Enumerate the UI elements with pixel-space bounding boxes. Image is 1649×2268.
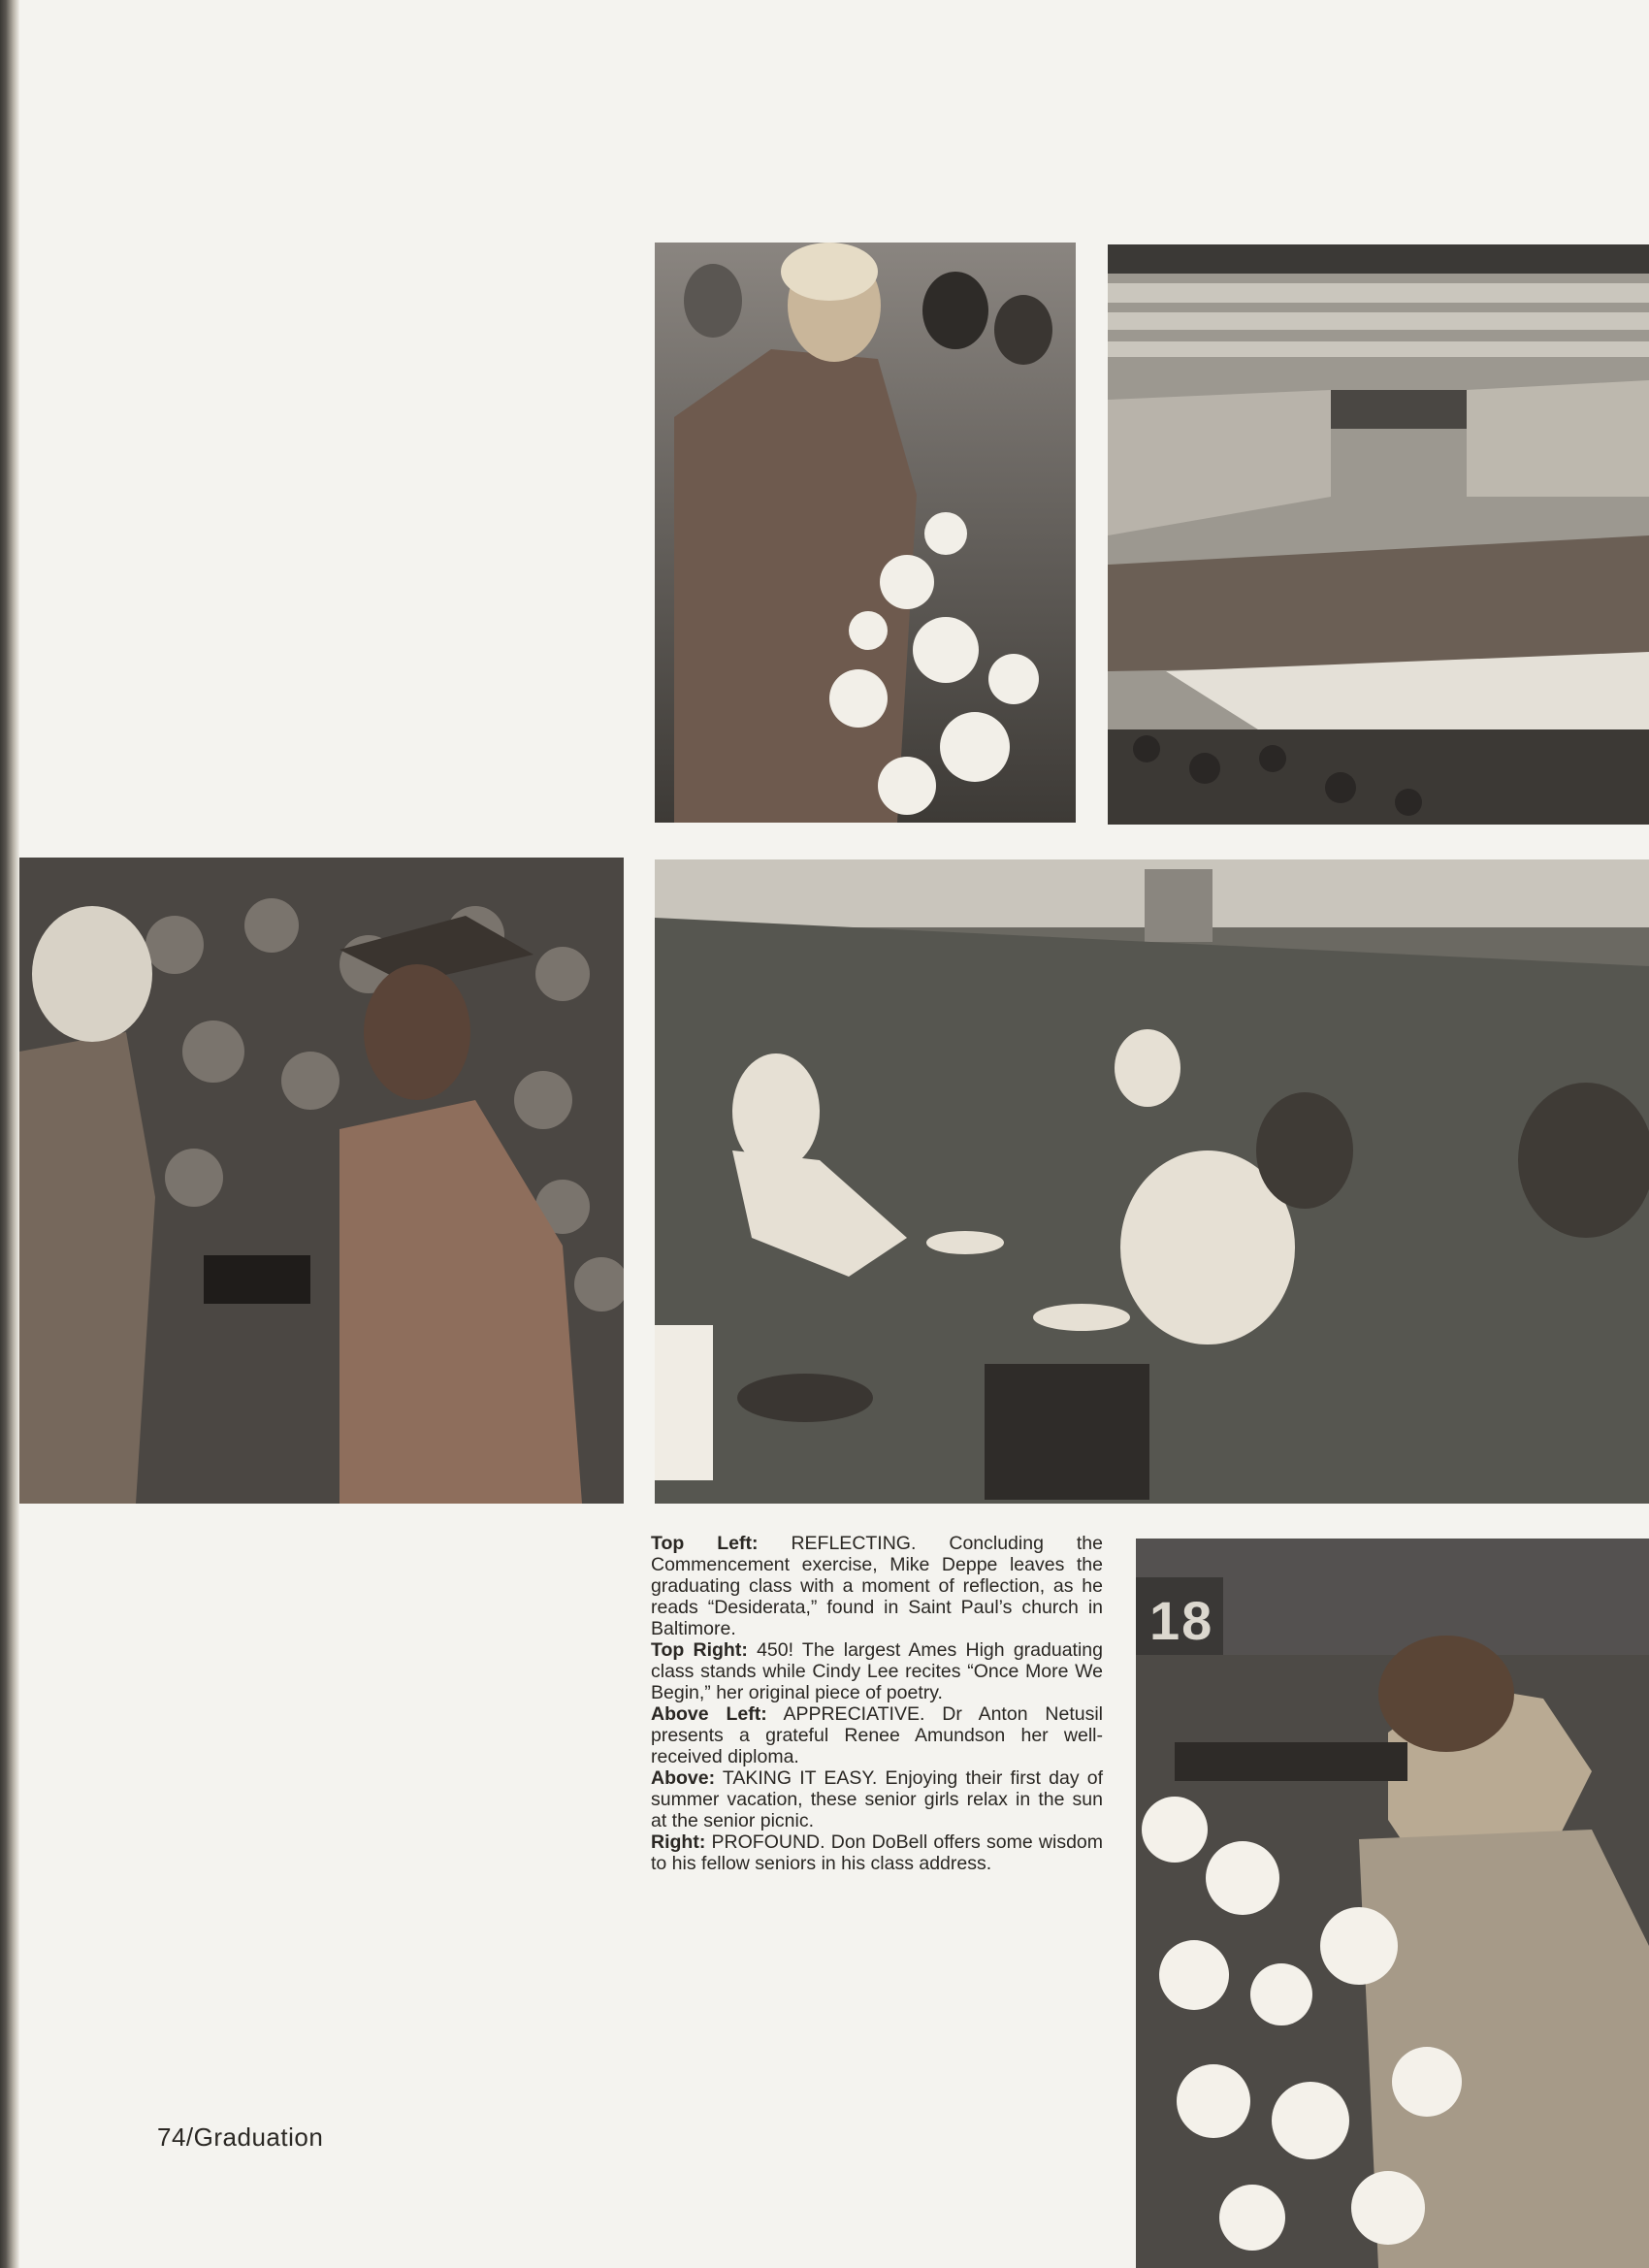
page-binding-edge [0, 0, 19, 2268]
page-folio: 74/Graduation [157, 2122, 324, 2152]
caption-above-left [651, 1703, 1103, 1767]
caption-lead: Right: [651, 1831, 706, 1853]
caption-block [651, 1533, 1103, 1874]
caption-lead: Top Left: [651, 1533, 759, 1554]
photo-top-left-speaker [655, 243, 1076, 823]
caption-lead: Top Right: [651, 1639, 748, 1661]
caption-text: APPRECIATIVE. Dr Anton Netusil presents a grateful Renee Amundson her well-received diploma. [651, 1703, 1103, 1767]
caption-above [651, 1767, 1103, 1831]
photo-above-senior-picnic [655, 859, 1649, 1504]
scoreboard-digits: 18 [1149, 1590, 1214, 1651]
photo-top-right-arena [1108, 244, 1649, 825]
caption-text: TAKING IT EASY. Enjoying their first day of summer vacation, these senior girls relax in the sun at the senior picnic. [651, 1767, 1103, 1831]
caption-text: REFLECTING. Concluding the Commencement exercise, Mike Deppe leaves the graduating class with a moment of reflection, as he reads “Desiderata,” found in Saint Paul’s church in Baltimore. [651, 1533, 1103, 1639]
caption-lead: Above: [651, 1767, 716, 1789]
photo-above-left-diploma [19, 858, 624, 1504]
photo-right-class-address [1136, 1539, 1649, 2268]
caption-lead: Above Left: [651, 1703, 767, 1725]
caption-text: PROFOUND. Don DoBell offers some wisdom to his fellow seniors in his class address. [651, 1831, 1103, 1874]
caption-text: 450! The largest Ames High graduating class stands while Cindy Lee recites “Once More We Begin,” her original piece of poetry. [651, 1639, 1104, 1703]
caption-top-right [651, 1639, 1103, 1703]
caption-right [651, 1831, 1103, 1874]
caption-top-left [651, 1533, 1103, 1639]
